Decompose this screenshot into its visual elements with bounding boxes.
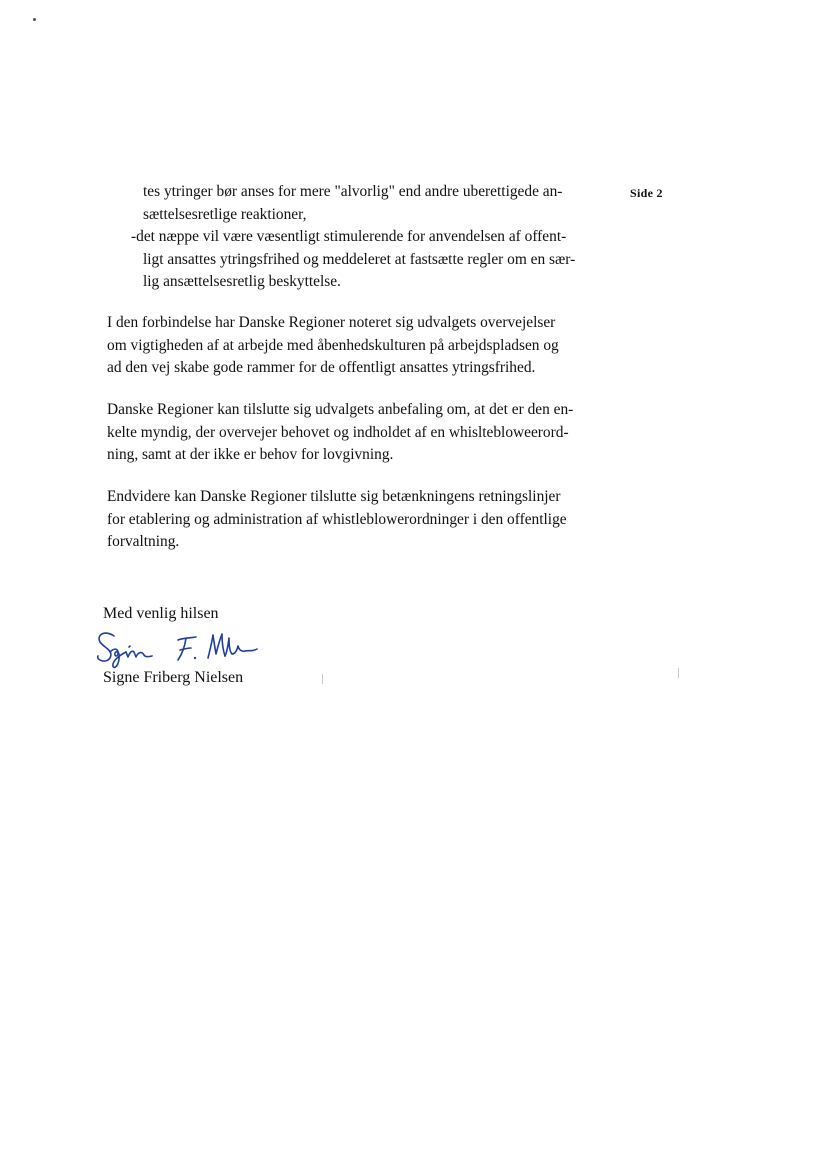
scan-speck (33, 18, 36, 21)
text-line: Danske Regioner kan tilslutte sig udvalgets anbefaling om, at det er den en- (107, 401, 574, 418)
text-line: om vigtigheden af at arbejde med åbenhedskulturen på arbejdspladsen og (107, 336, 559, 354)
text-line: Endvidere kan Danske Regioner tilslutte sig betænkningens retningslinjer (107, 488, 561, 505)
bullet-item (131, 226, 575, 294)
text-line: ning, samt at der ikke er behov for lovgivning. (107, 446, 394, 463)
bullet-first-line: -det næppe vil være væsentligt stimulerende for anvendelsen af offent- (131, 228, 567, 245)
bullet-continuation (143, 181, 562, 226)
paragraph-2 (107, 399, 573, 467)
text-line: lig ansættelsesretlig beskyttelse. (143, 273, 341, 290)
text-line: ad den vej skabe gode rammer for de offentligt ansattes ytringsfrihed. (107, 359, 536, 376)
paragraph-1 (107, 312, 559, 380)
scan-mark (678, 668, 679, 678)
scan-mark (322, 674, 323, 684)
text-line: tes ytringer bør anses for mere "alvorlig" end andre uberettigede an- (143, 183, 563, 200)
page-number: Side 2 (630, 186, 663, 200)
text-line: for etablering og administration af whistleblowerordninger i den offentlige (107, 510, 567, 528)
closing-greeting: Med venlig hilsen (103, 605, 219, 622)
handwritten-signature (92, 626, 262, 672)
text-line: I den forbindelse har Danske Regioner noteret sig udvalgets overvejelser (107, 314, 556, 331)
text-line: sættelsesretlige reaktioner, (143, 205, 307, 223)
text-line: forvaltning. (107, 533, 180, 550)
signer-name: Signe Friberg Nielsen (103, 669, 244, 686)
paragraph-3 (107, 486, 567, 554)
text-line: ligt ansattes ytringsfrihed og meddeleret at fastsætte regler om en sær- (143, 250, 576, 268)
text-line: kelte myndig, der overvejer behovet og indholdet af en whisltebloweerord- (107, 423, 569, 441)
